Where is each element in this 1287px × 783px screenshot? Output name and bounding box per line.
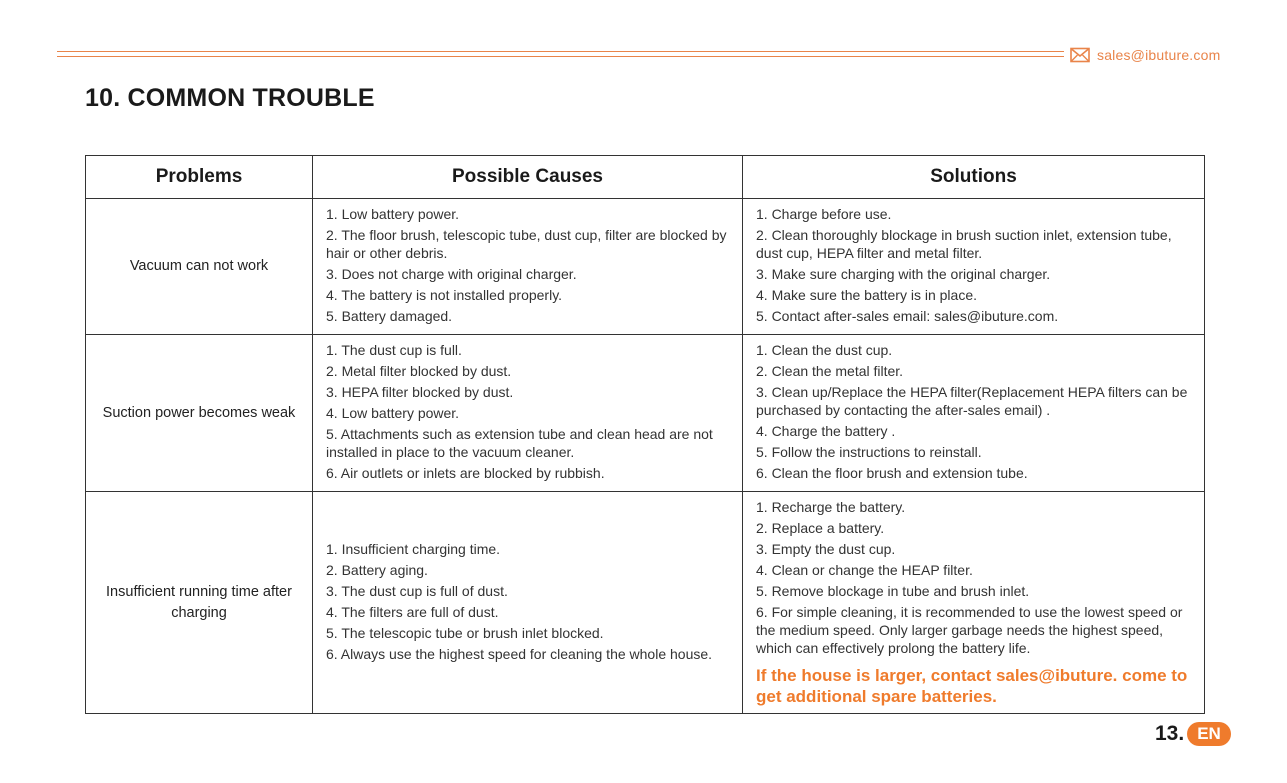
cause-item: 5. Battery damaged. [326, 308, 453, 324]
problem-cell: Insufficient running time after charging [86, 492, 313, 714]
header-causes: Possible Causes [313, 156, 743, 199]
cause-item: 3. Does not charge with original charger. [326, 266, 577, 282]
cause-item: 3. The dust cup is full of dust. [326, 582, 508, 599]
solution-item: 2. Replace a battery. [756, 520, 885, 536]
cause-item: 6. Air outlets or inlets are blocked by rubbish. [326, 465, 605, 481]
solutions-cell [743, 492, 1205, 714]
cause-item: 2. Battery aging. [326, 561, 428, 578]
solution-item: 4. Make sure the battery is in place. [756, 287, 977, 303]
causes-cell [313, 335, 743, 492]
trouble-table [85, 155, 1205, 714]
language-badge: EN [1187, 722, 1231, 746]
solution-item: 1. Recharge the battery. [756, 499, 906, 515]
contact-email[interactable] [1070, 45, 1220, 65]
problem-cell: Vacuum can not work [86, 199, 313, 335]
table-row [86, 492, 1205, 714]
cause-item: 2. The floor brush, telescopic tube, dust cup, filter are blocked by hair or other debris. [326, 227, 727, 261]
header-problems: Problems [86, 156, 313, 199]
cause-item: 3. HEPA filter blocked by dust. [326, 384, 514, 400]
cause-item: 1. Insufficient charging time. [326, 540, 501, 557]
solution-item: 6. For simple cleaning, it is recommended to use the lowest speed or the medium speed. Only larger garbage needs the highest speed, which can effectively prolong the battery life. [756, 604, 1183, 656]
solution-item: 1. Charge before use. [756, 206, 892, 222]
solution-item: 2. Clean thoroughly blockage in brush suction inlet, extension tube, dust cup, HEPA filter and metal filter. [756, 227, 1172, 261]
solution-item: 3. Empty the dust cup. [756, 541, 896, 557]
solution-item: 3. Clean up/Replace the HEPA filter(Replacement HEPA filters can be purchased by contacting the after-sales email) . [756, 384, 1188, 418]
cause-item: 5. The telescopic tube or brush inlet blocked. [326, 624, 604, 641]
header-solutions: Solutions [743, 156, 1205, 199]
solution-item: 3. Make sure charging with the original charger. [756, 266, 1051, 282]
spare-battery-note: If the house is larger, contact sales@ibuture. come to get additional spare batteries. [756, 666, 1188, 706]
solution-item: 5. Follow the instructions to reinstall. [756, 444, 982, 460]
page-number-footer [1155, 722, 1231, 746]
solutions-cell [743, 335, 1205, 492]
cause-item: 4. Low battery power. [326, 405, 460, 421]
contact-email-text[interactable]: sales@ibuture.com [1097, 47, 1221, 63]
solutions-cell [743, 199, 1205, 335]
solution-item: 5. Remove blockage in tube and brush inlet. [756, 583, 1030, 599]
table-row [86, 199, 1205, 335]
cause-item: 2. Metal filter blocked by dust. [326, 363, 512, 379]
table-header-row [86, 156, 1205, 199]
table-row [86, 335, 1205, 492]
problem-cell: Suction power becomes weak [86, 335, 313, 492]
cause-item: 5. Attachments such as extension tube and clean head are not installed in place to the vacuum cleaner. [326, 426, 713, 460]
causes-cell [313, 492, 743, 714]
header-rule [57, 51, 1064, 57]
cause-item: 1. Low battery power. [326, 206, 460, 222]
page-number: 13. [1155, 722, 1185, 745]
envelope-icon [1070, 47, 1090, 63]
solution-item: 5. Contact after-sales email: sales@ibuture.com. [756, 308, 1059, 324]
solution-item: 4. Clean or change the HEAP filter. [756, 562, 973, 578]
solution-item: 4. Charge the battery . [756, 423, 896, 439]
cause-item: 1. The dust cup is full. [326, 342, 462, 358]
solution-item: 2. Clean the metal filter. [756, 363, 904, 379]
cause-item: 4. The battery is not installed properly. [326, 287, 563, 303]
solution-item: 6. Clean the floor brush and extension tube. [756, 465, 1028, 481]
cause-item: 4. The filters are full of dust. [326, 603, 499, 620]
solution-item: 1. Clean the dust cup. [756, 342, 893, 358]
causes-cell [313, 199, 743, 335]
cause-item: 6. Always use the highest speed for cleaning the whole house. [326, 645, 713, 662]
page-title: 10. COMMON TROUBLE [85, 84, 375, 112]
